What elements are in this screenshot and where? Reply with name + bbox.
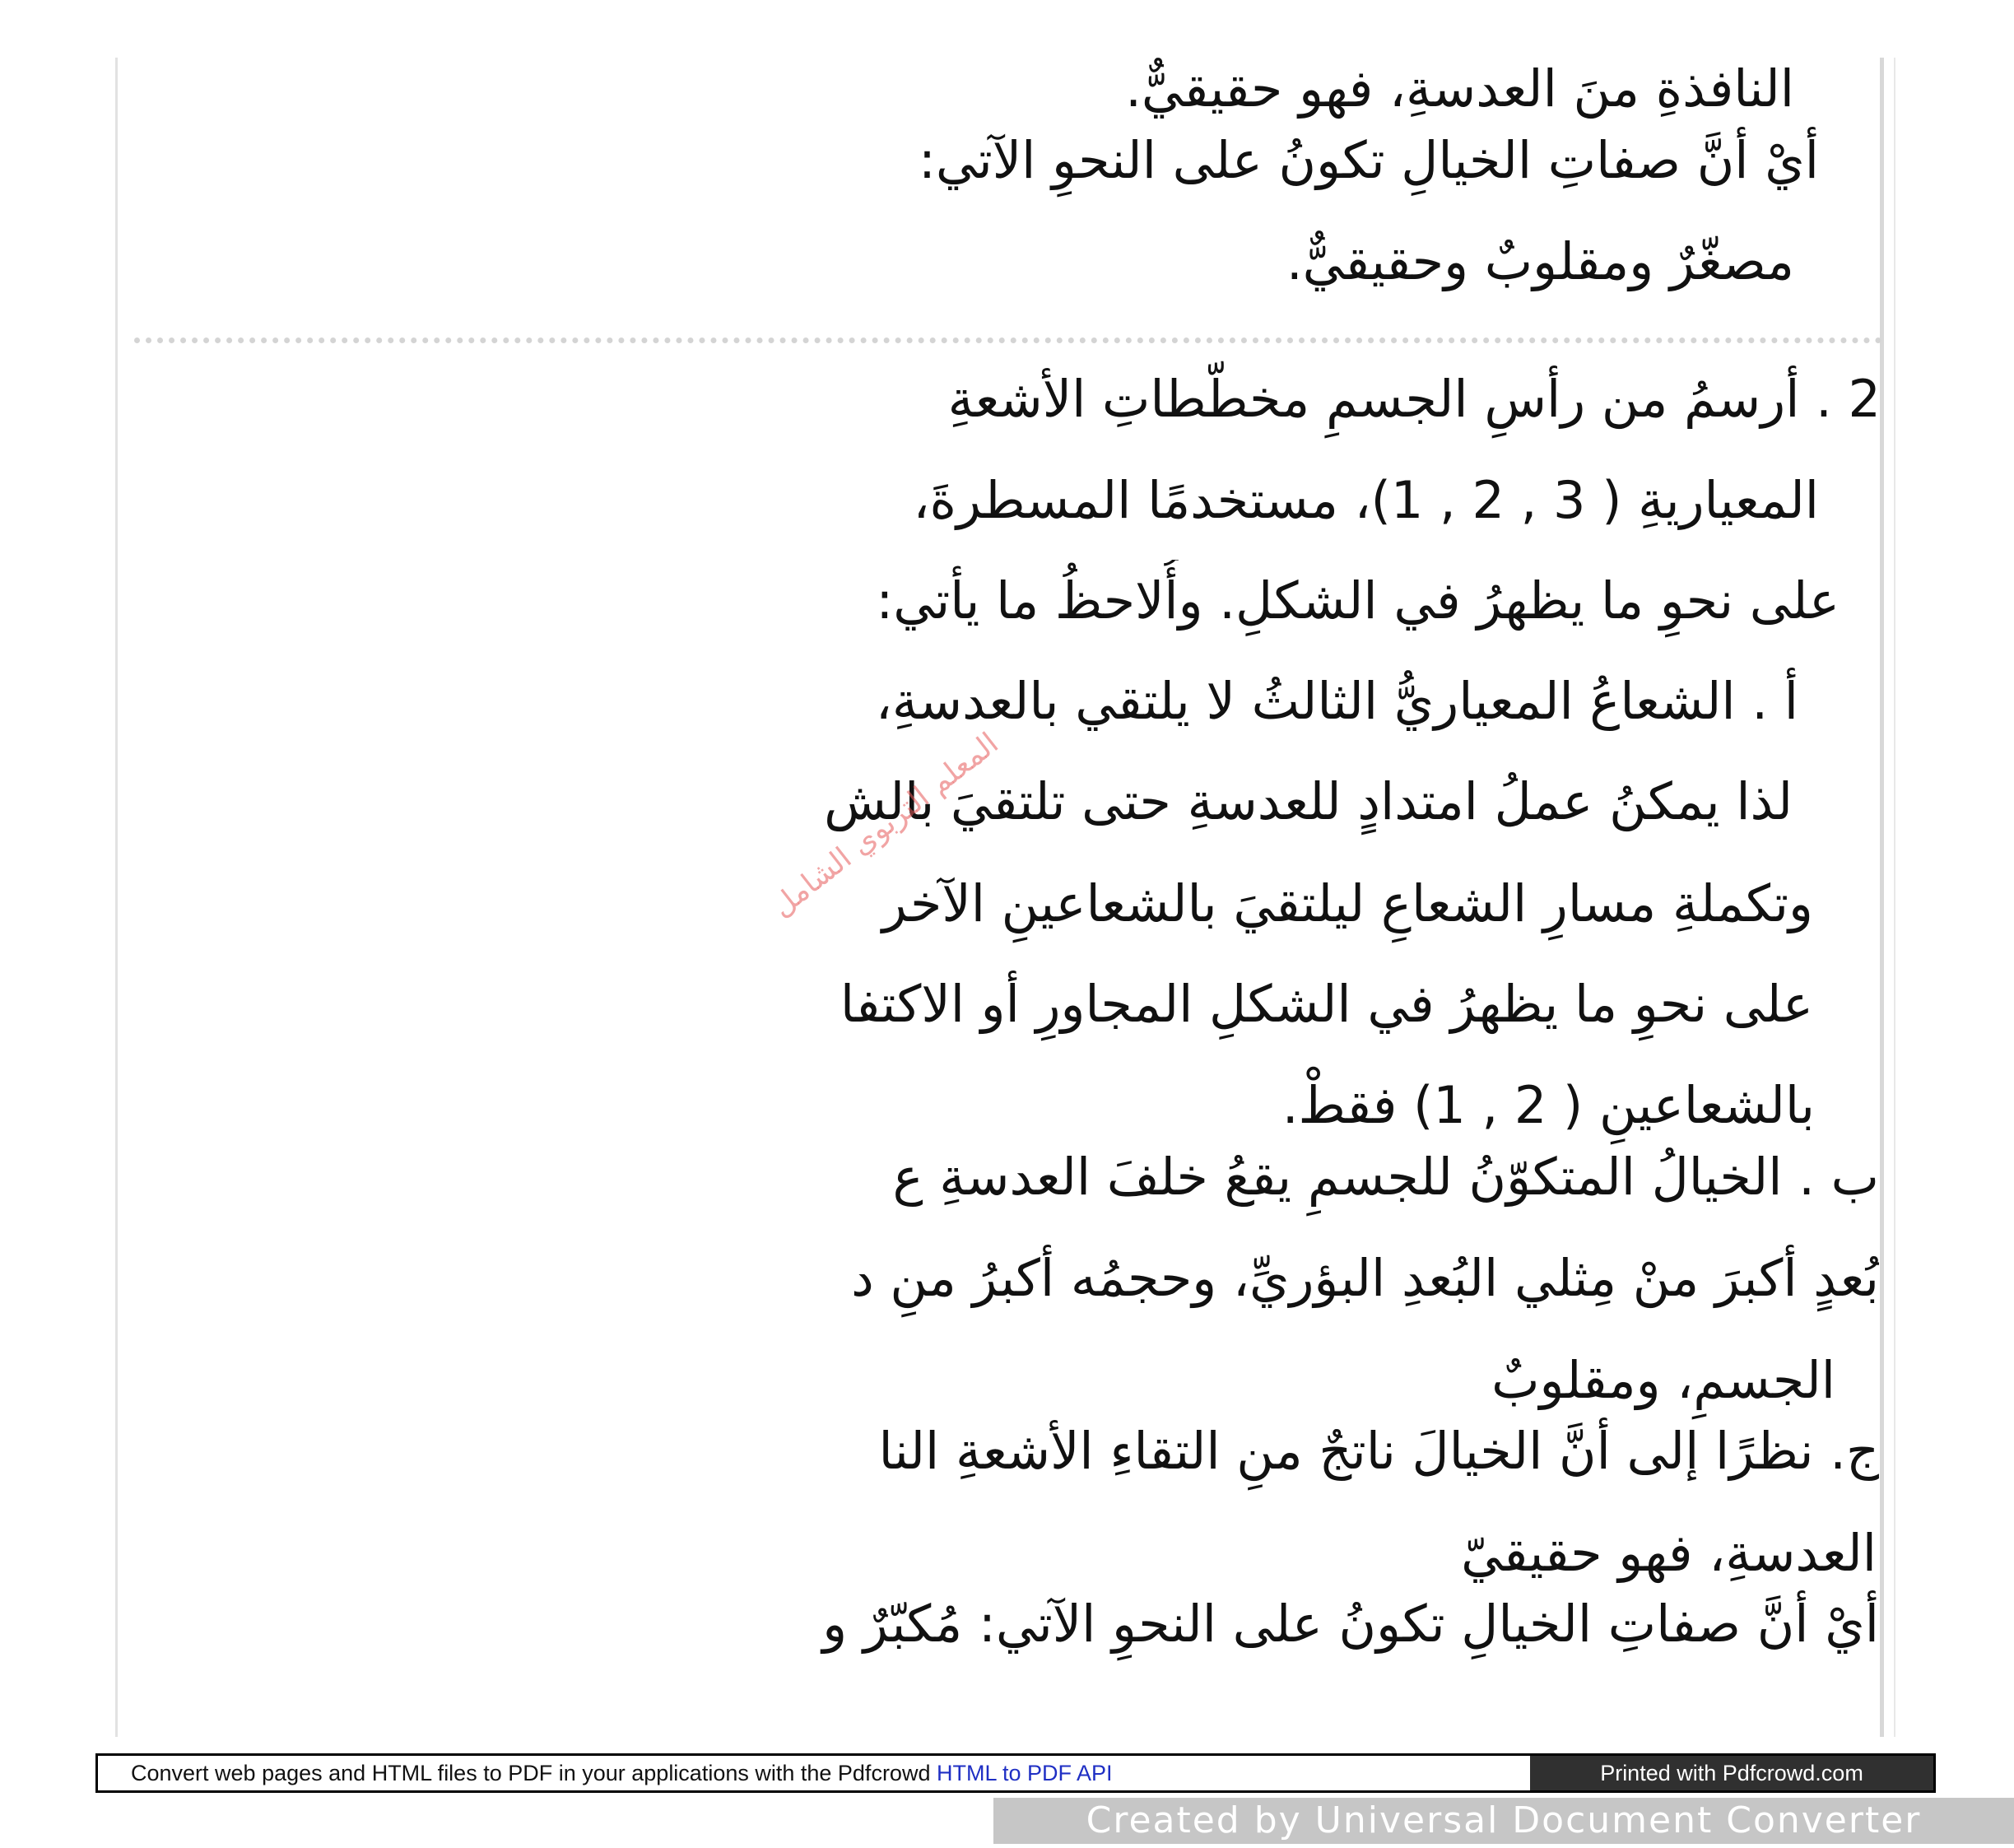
top-line-2: أيْ أنَّ صفاتِ الخيالِ تكونُ على النحوِ الآتي: <box>918 130 1819 190</box>
creator-banner: Created by Universal Document Converter <box>993 1798 2014 1844</box>
top-line-3: مصغّرٌ ومقلوبٌ وحقيقيٌّ. <box>1286 231 1794 291</box>
item-a-line-3: وتكملةِ مسارِ الشعاعِ ليلتقيَ بالشعاعينِ الآخر <box>881 873 1813 933</box>
pdfcrowd-footer <box>95 1753 1936 1793</box>
top-line-1: النافذةِ منَ العدسةِ، فهو حقيقيٌّ. <box>1125 58 1794 119</box>
item-a-line-1: أ . الشعاعُ المعياريُّ الثالثُ لا يلتقي بالعدسةِ، <box>875 671 1798 731</box>
question2-line-2: المعياريةِ ( 3 , 2 , 1)، مستخدمًا المسطرةَ، <box>913 470 1819 530</box>
item-a-line-2: لذا يمكنُ عملُ امتدادٍ للعدسةِ حتى تلتقيَ بالش <box>824 771 1793 831</box>
item-c-line-1: ج. نظرًا إلى أنَّ الخيالَ ناتجٌ منِ التقاءِ الأشعةِ النا <box>878 1421 1879 1481</box>
item-b-line-1: ب . الخيالُ المتكوّنُ للجسمِ يقعُ خلفَ العدسةِ ع <box>892 1147 1879 1207</box>
item-c-line-3: أيْ أنَّ صفاتِ الخيالِ تكونُ على النحوِ الآتي: مُكبّرٌ و <box>822 1594 1879 1654</box>
footer-promo-text <box>131 1756 1113 1790</box>
item-c-line-2: العدسةِ، فهو حقيقيّ <box>1461 1523 1877 1583</box>
watermark-text: المعلم التربوي الشامل <box>765 726 1005 924</box>
item-b-line-2: بُعدٍ أكبرَ منْ مِثلي البُعدِ البؤريِّ، وحجمُه أكبرُ منِ د <box>851 1248 1879 1308</box>
html-to-pdf-api-link[interactable]: HTML to PDF API <box>936 1761 1113 1785</box>
question2-line-3: على نحوِ ما يظهرُ في الشكلِ. وأُلاحظُ ما يأتي: <box>876 570 1840 631</box>
footer-promo-text-main: Convert web pages and HTML files to PDF in your applications with the Pdfcrowd <box>131 1761 937 1785</box>
item-a-line-5: بالشعاعينِ ( 2 , 1) فقطْ. <box>1281 1075 1815 1135</box>
section-separator <box>134 337 1882 343</box>
item-b-line-3: الجسمِ، ومقلوبٌ <box>1491 1350 1835 1410</box>
item-a-line-4: على نحوِ ما يظهرُ في الشكلِ المجاورِ أو الاكتفا <box>840 974 1813 1034</box>
page-frame-right <box>1880 58 1895 1737</box>
printed-with-badge[interactable]: Printed with Pdfcrowd.com <box>1530 1756 1933 1790</box>
question2-line-1: 2 . أرسمُ من رأسِ الجسمِ مخطّطاتِ الأشعةِ <box>947 369 1881 429</box>
